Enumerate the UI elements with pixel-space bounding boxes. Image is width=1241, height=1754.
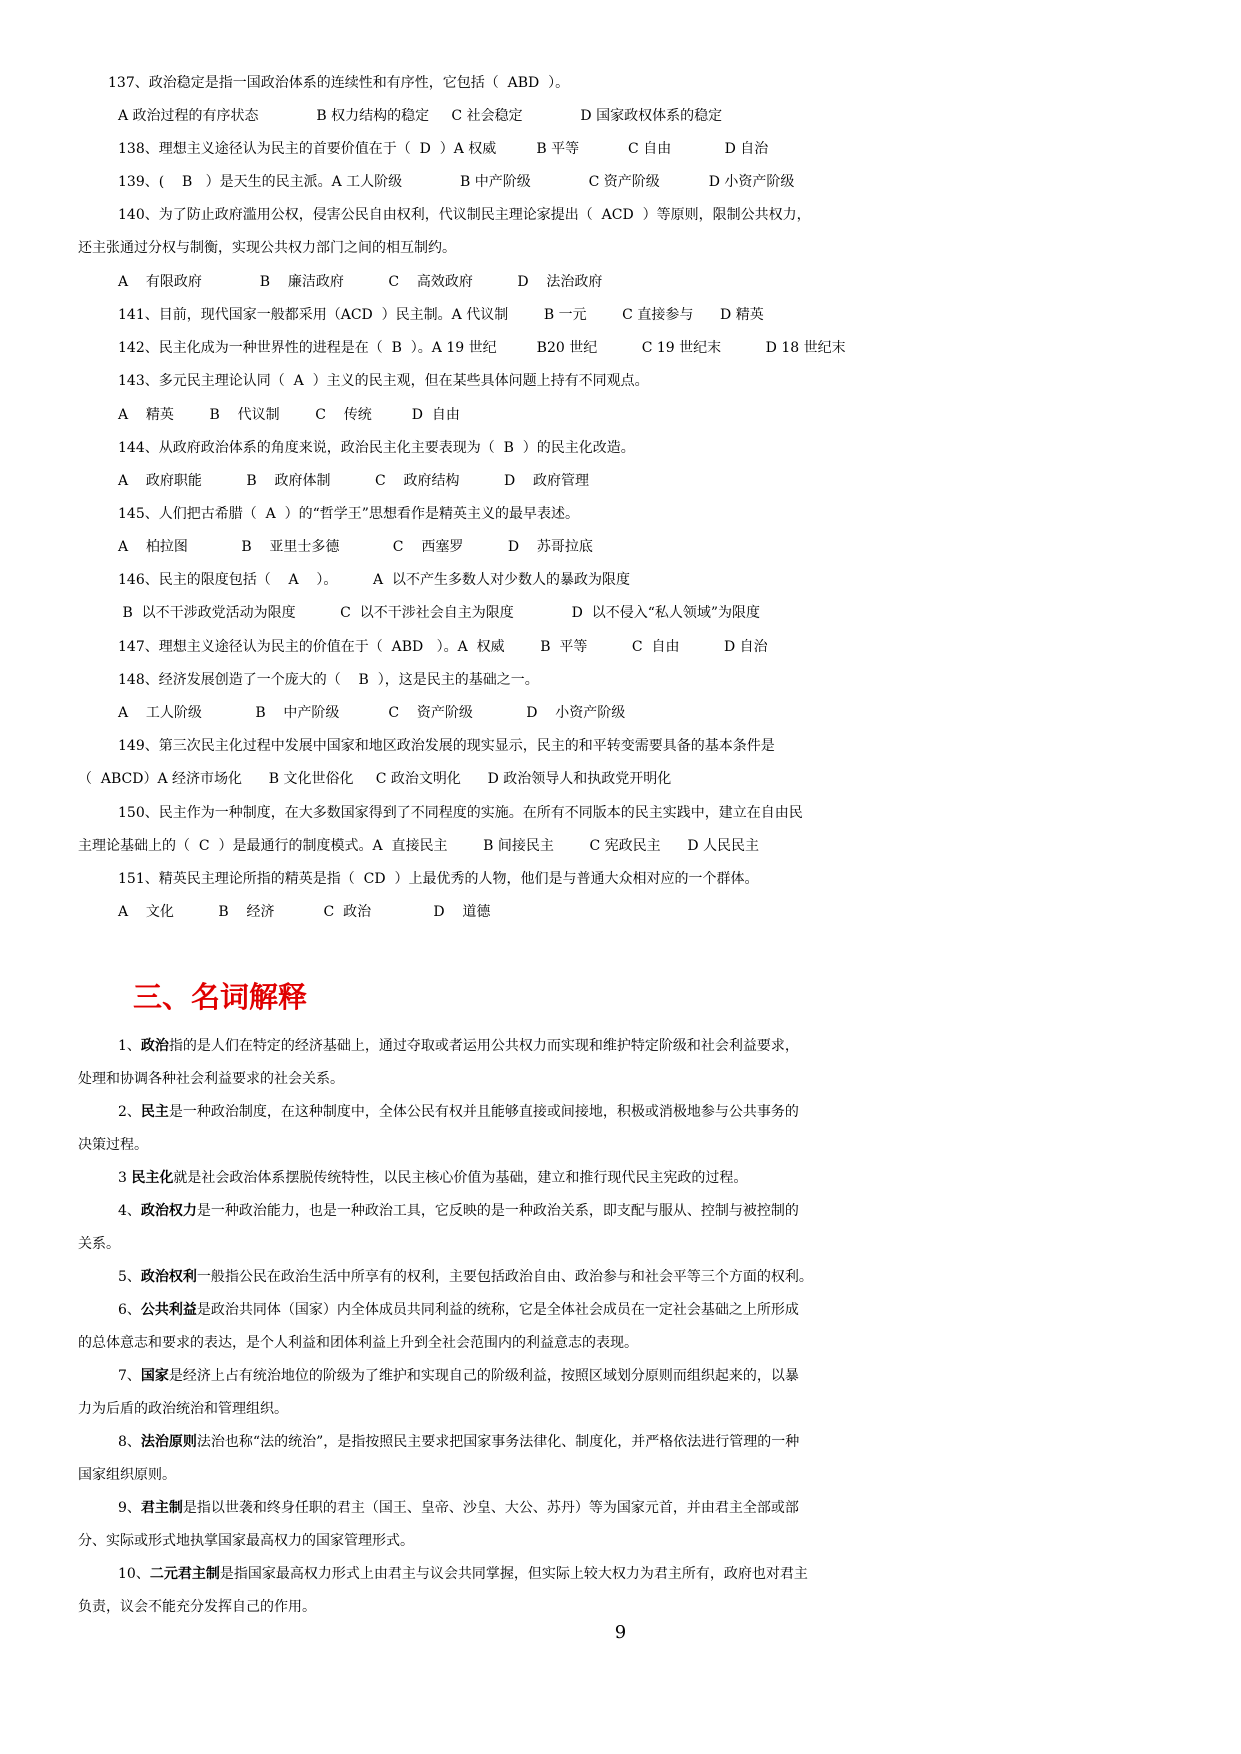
- term-1-line-1: [0, 1031, 1241, 1061]
- term-1-line-2: 处理和协调各种社会利益要求的社会关系。: [78, 1071, 344, 1087]
- term-number: 10、: [118, 1566, 150, 1582]
- term-definition: 一般指公民在政治生活中所享有的权利，主要包括政治自由、政治参与和社会平等三个方面的权利。: [196, 1269, 813, 1285]
- term-9-line-2: 分、实际或形式地执掌国家最高权力的国家管理形式。: [78, 1533, 414, 1549]
- term-10-line-2: 负责，议会不能充分发挥自己的作用。: [78, 1599, 316, 1615]
- question-139: 139、( B ）是天生的民主派。A 工人阶级 B 中产阶级 C 资产阶级 D 小资产阶级: [118, 174, 795, 190]
- term-number: 3: [118, 1170, 132, 1186]
- question-140-options: A 有限政府 B 廉洁政府 C 高效政府 D 法治政府: [118, 274, 603, 290]
- term-title: 法治原则: [140, 1434, 197, 1450]
- question-142: 142、民主化成为一种世界性的进程是在（ B ）。A 19 世纪 B20 世纪 C 19 世纪末 D 18 世纪末: [118, 340, 846, 356]
- question-145-stem: 145、人们把古希腊（ A ）的“哲学王”思想看作是精英主义的最早表述。: [118, 506, 579, 522]
- question-146-options: B 以不干涉政党活动为限度 C 以不干涉社会自主为限度 D 以不侵入“私人领域”为限度: [118, 605, 761, 621]
- question-143-options: A 精英 B 代议制 C 传统 D 自由: [118, 407, 460, 423]
- term-title: 政治权利: [140, 1269, 197, 1285]
- question-141: 141、目前，现代国家一般都采用（ACD ）民主制。A 代议制 B 一元 C 直接参与 D 精英: [118, 307, 764, 323]
- question-144-stem: 144、从政府政治体系的角度来说，政治民主化主要表现为（ B ）的民主化改造。: [118, 440, 635, 456]
- question-140-stem-2: 还主张通过分权与制衡，实现公共权力部门之间的相互制约。: [78, 240, 456, 256]
- section-heading: 三、名词解释: [133, 980, 308, 1014]
- term-definition: 是一种政治制度，在这种制度中，全体公民有权并且能够直接或间接地，积极或消极地参与公共事务的: [168, 1104, 799, 1120]
- question-150-stem-1: 150、民主作为一种制度，在大多数国家得到了不同程度的实施。在所有不同版本的民主实践中，建立在自由民: [118, 805, 803, 821]
- term-number: 1、: [118, 1038, 141, 1054]
- term-3-line-1: [0, 1163, 1241, 1193]
- term-definition: 指的是人们在特定的经济基础上，通过夺取或者运用公共权力而实现和维护特定阶级和社会利益要求，: [168, 1038, 799, 1054]
- term-title: 民主: [140, 1104, 169, 1120]
- page-number: 9: [614, 1622, 627, 1643]
- term-9-line-1: [0, 1493, 1241, 1523]
- question-145-options: A 柏拉图 B 亚里士多德 C 西塞罗 D 苏哥拉底: [118, 539, 593, 555]
- term-4-line-2: 关系。: [78, 1236, 120, 1252]
- term-7-line-1: [0, 1361, 1241, 1391]
- term-title: 公共利益: [140, 1302, 197, 1318]
- question-137-options: A 政治过程的有序状态 B 权力结构的稳定 C 社会稳定 D 国家政权体系的稳定: [118, 108, 723, 124]
- term-title: 政治权力: [140, 1203, 197, 1219]
- term-number: 2、: [118, 1104, 141, 1120]
- question-147: 147、理想主义途径认为民主的价值在于（ ABD ）。A 权威 B 平等 C 自由 D 自治: [118, 639, 768, 655]
- question-149-stem-1: 149、第三次民主化过程中发展中国家和地区政治发展的现实显示，民主的和平转变需要具备的基本条件是: [118, 738, 775, 754]
- term-number: 8、: [118, 1434, 141, 1450]
- term-number: 6、: [118, 1302, 141, 1318]
- term-7-line-2: 力为后盾的政治统治和管理组织。: [78, 1401, 288, 1417]
- question-146-stem: 146、民主的限度包括（ A ）。 A 以不产生多数人对少数人的暴政为限度: [118, 572, 631, 588]
- term-title: 二元君主制: [149, 1566, 220, 1582]
- term-title: 政治: [140, 1038, 169, 1054]
- term-definition: 是经济上占有统治地位的阶级为了维护和实现自己的阶级利益，按照区域划分原则而组织起来的，以暴: [168, 1368, 799, 1384]
- term-5-line-1: [0, 1262, 1241, 1292]
- term-definition: 是指以世袭和终身任职的君主（国王、皇帝、沙皇、大公、苏丹）等为国家元首，并由君主全部或部: [182, 1500, 799, 1516]
- term-8-line-1: [0, 1427, 1241, 1457]
- term-10-line-1: [0, 1559, 1241, 1589]
- question-138: 138、理想主义途径认为民主的首要价值在于（ D ）A 权威 B 平等 C 自由 D 自治: [118, 141, 769, 157]
- question-149-stem-2: （ ABCD）A 经济市场化 B 文化世俗化 C 政治文明化 D 政治领导人和执政党开明化: [78, 771, 672, 787]
- term-number: 9、: [118, 1500, 141, 1516]
- term-title: 国家: [140, 1368, 169, 1384]
- question-150-stem-2: 主理论基础上的（ C ）是最通行的制度模式。A 直接民主 B 间接民主 C 宪政民主 D 人民民主: [78, 838, 760, 854]
- term-title: 民主化: [131, 1170, 174, 1186]
- question-137-stem: 137、政治稳定是指一国政治体系的连续性和有序性，它包括（ ABD ）。: [108, 75, 570, 91]
- question-148-stem: 148、经济发展创造了一个庞大的（ B ），这是民主的基础之一。: [118, 672, 539, 688]
- term-number: 5、: [118, 1269, 141, 1285]
- term-definition: 是指国家最高权力形式上由君主与议会共同掌握，但实际上较大权力为君主所有，政府也对君主: [219, 1566, 808, 1582]
- term-definition: 是政治共同体（国家）内全体成员共同利益的统称，它是全体社会成员在一定社会基础之上所形成: [196, 1302, 799, 1318]
- term-2-line-2: 决策过程。: [78, 1137, 148, 1153]
- term-8-line-2: 国家组织原则。: [78, 1467, 176, 1483]
- question-143-stem: 143、多元民主理论认同（ A ）主义的民主观，但在某些具体问题上持有不同观点。: [118, 373, 649, 389]
- term-4-line-1: [0, 1196, 1241, 1226]
- question-144-options: A 政府职能 B 政府体制 C 政府结构 D 政府管理: [118, 473, 590, 489]
- term-definition: 是一种政治能力，也是一种政治工具，它反映的是一种政治关系，即支配与服从、控制与被控制的: [196, 1203, 799, 1219]
- term-number: 7、: [118, 1368, 141, 1384]
- term-title: 君主制: [140, 1500, 183, 1516]
- question-148-options: A 工人阶级 B 中产阶级 C 资产阶级 D 小资产阶级: [118, 705, 626, 721]
- term-6-line-2: 的总体意志和要求的表达，是个人利益和团体利益上升到全社会范围内的利益意志的表现。: [78, 1335, 638, 1351]
- term-2-line-1: [0, 1097, 1241, 1127]
- question-151-stem: 151、精英民主理论所指的精英是指（ CD ）上最优秀的人物，他们是与普通大众相对应的一个群体。: [118, 871, 759, 887]
- term-definition: 法治也称“法的统治”，是指按照民主要求把国家事务法律化、制度化，并严格依法进行管理的一种: [196, 1434, 800, 1450]
- term-number: 4、: [118, 1203, 141, 1219]
- question-140-stem-1: 140、为了防止政府滥用公权，侵害公民自由权利，代议制民主理论家提出（ ACD ）等原则，限制公共权力，: [118, 207, 811, 223]
- question-151-options: A 文化 B 经济 C 政治 D 道德: [118, 904, 491, 920]
- term-6-line-1: [0, 1295, 1241, 1325]
- term-definition: 就是社会政治体系摆脱传统特性，以民主核心价值为基础，建立和推行现代民主宪政的过程。: [173, 1170, 748, 1186]
